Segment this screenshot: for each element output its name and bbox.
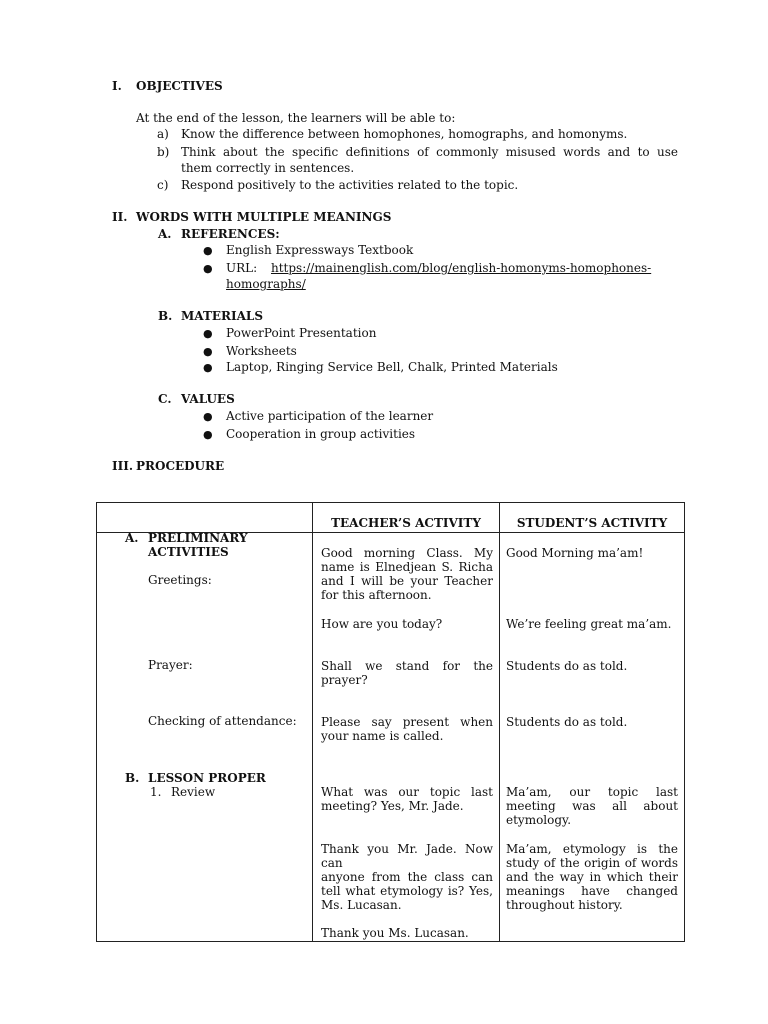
table-border-right (684, 502, 685, 942)
table-border-left (96, 502, 97, 942)
references-heading: REFERENCES: (181, 227, 280, 241)
reference-url-link-cont[interactable]: homographs/ (226, 277, 306, 291)
table-col-divider (499, 502, 500, 942)
prelim-heading-cont: ACTIVITIES (148, 545, 229, 559)
attendance-label: Checking of attendance: (148, 714, 297, 728)
student-prayer-response: Students do as told. (506, 659, 628, 673)
bullet-icon: ● (203, 410, 213, 423)
teacher-etymology-question: Thank you Mr. Jade. Now can anyone from the class can tell what etymology is? Yes, Ms. Lucasan. (321, 842, 493, 912)
procedure-numeral: III. (112, 459, 134, 473)
objective-label-c: c) (157, 178, 169, 192)
value-item: Active participation of the learner (226, 409, 434, 423)
student-etymology-answer: Ma’am, etymology is the study of the origin of words and the way in which their meanings have changed throughout history. (506, 842, 678, 912)
review-label: 1. (150, 785, 162, 799)
student-attendance-response: Students do as told. (506, 715, 628, 729)
words-numeral: II. (112, 210, 128, 224)
lesson-proper-heading: LESSON PROPER (148, 771, 266, 785)
review-heading: Review (171, 785, 216, 799)
materials-label: B. (158, 309, 173, 323)
teacher-greeting: Good morning Class. My name is Elnedjean S. Richa and I will be your Teacher for this afternoon. (321, 546, 493, 602)
objectives-numeral: I. (112, 79, 122, 93)
table-col-divider (312, 502, 313, 942)
materials-heading: MATERIALS (181, 309, 264, 323)
header-student-activity: STUDENT’S ACTIVITY (516, 516, 668, 530)
references-label: A. (158, 227, 172, 241)
material-item: Laptop, Ringing Service Bell, Chalk, Printed Materials (226, 360, 558, 374)
prayer-label: Prayer: (148, 658, 193, 672)
table-border-bottom (96, 941, 685, 942)
value-item: Cooperation in group activities (226, 427, 416, 441)
objectives-intro: At the end of the lesson, the learners will be able to: (136, 111, 456, 125)
objective-label-a: a) (157, 127, 169, 141)
prelim-heading: PRELIMINARY (148, 531, 248, 545)
values-label: C. (158, 392, 172, 406)
words-heading: WORDS WITH MULTIPLE MEANINGS (136, 210, 392, 224)
objectives-heading: OBJECTIVES (136, 79, 223, 93)
bullet-icon: ● (203, 327, 213, 340)
teacher-prayer: Shall we stand for the prayer? (321, 659, 493, 687)
procedure-heading: PROCEDURE (136, 459, 225, 473)
bullet-icon: ● (203, 428, 213, 441)
teacher-attendance: Please say present when your name is called. (321, 715, 493, 743)
student-feeling: We’re feeling great ma’am. (506, 617, 672, 631)
reference-url-label: URL: (226, 261, 258, 275)
objective-text-c: Respond positively to the activities related to the topic. (181, 178, 519, 192)
objective-text-b: Think about the specific definitions of commonly misused words and to use (181, 145, 678, 159)
material-item: PowerPoint Presentation (226, 326, 377, 340)
teacher-topic-question: What was our topic last meeting? Yes, Mr. Jade. (321, 785, 493, 813)
teacher-thank-you: Thank you Ms. Lucasan. (321, 926, 469, 940)
bullet-icon: ● (203, 262, 213, 275)
bullet-icon: ● (203, 244, 213, 257)
material-item: Worksheets (226, 344, 297, 358)
student-greeting: Good Morning ma’am! (506, 546, 644, 560)
lesson-proper-label: B. (125, 771, 140, 785)
objective-text-b-cont: them correctly in sentences. (181, 161, 355, 175)
values-heading: VALUES (181, 392, 235, 406)
table-border-top (96, 502, 685, 503)
bullet-icon: ● (203, 345, 213, 358)
objective-label-b: b) (157, 145, 170, 159)
teacher-how-are-you: How are you today? (321, 617, 443, 631)
prelim-label: A. (125, 531, 139, 545)
objective-text-a: Know the difference between homophones, homographs, and homonyms. (181, 127, 628, 141)
reference-book: English Expressways Textbook (226, 243, 414, 257)
header-teacher-activity: TEACHER’S ACTIVITY (331, 516, 481, 530)
reference-url-link[interactable]: https://mainenglish.com/blog/english-homonyms-homophones- (271, 261, 652, 275)
bullet-icon: ● (203, 361, 213, 374)
student-topic-answer: Ma’am, our topic last meeting was all about etymology. (506, 785, 678, 827)
greetings-label: Greetings: (148, 573, 212, 587)
